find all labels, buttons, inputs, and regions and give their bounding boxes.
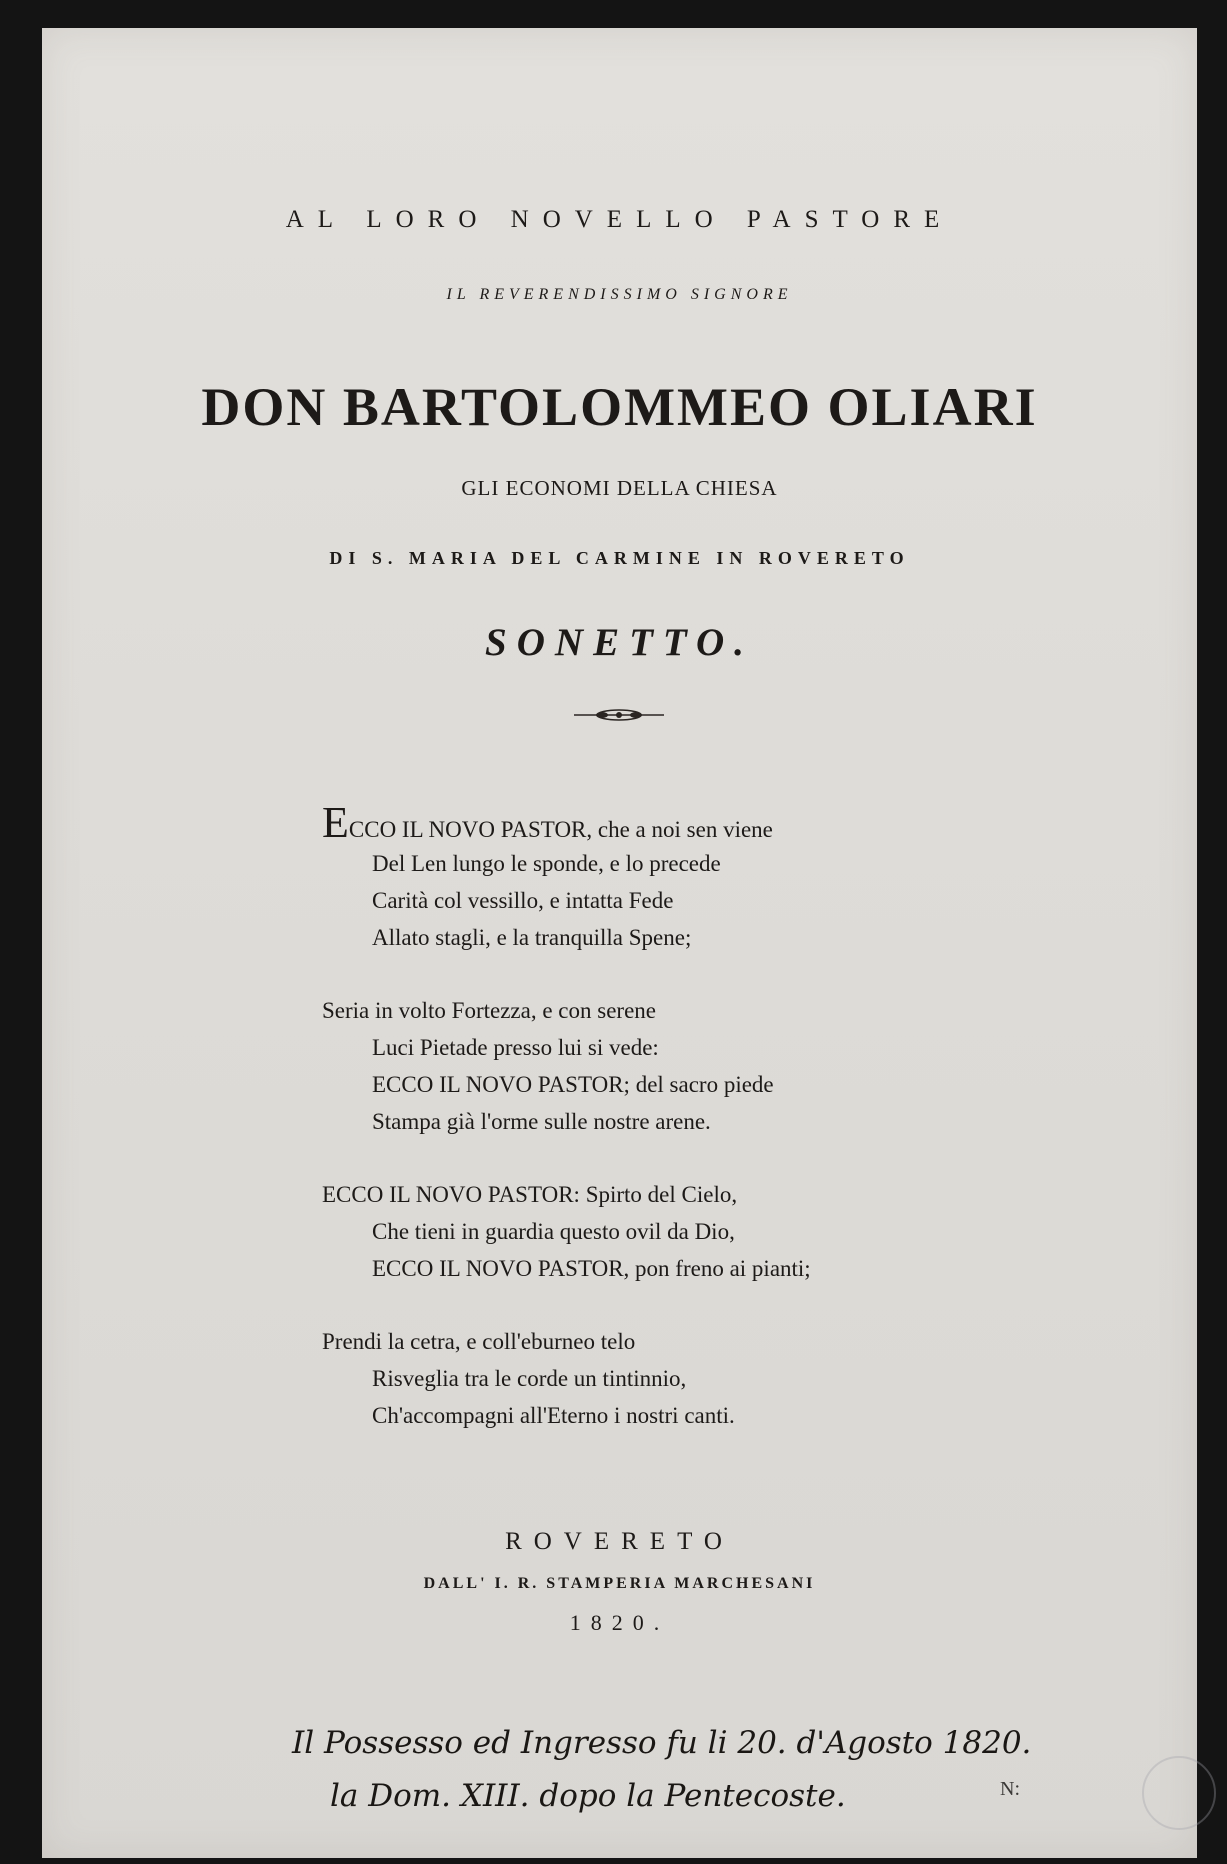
imprint-printer: DALL' I. R. STAMPERIA MARCHESANI [423, 1575, 816, 1592]
stanza-2 [322, 992, 1022, 1140]
verse-line: Luci Pietade presso lui si vede: [372, 1035, 659, 1060]
verse-line: Risveglia tra le corde un tintinnio, [372, 1366, 687, 1391]
heading-church: DI S. MARIA DEL CARMINE IN ROVERETO [329, 548, 910, 568]
heading-economi: GLI ECONOMI DELLA CHIESA [461, 476, 778, 500]
verse-line: ECCO IL NOVO PASTOR; del sacro piede [372, 1072, 774, 1097]
ornament-divider-icon [572, 706, 666, 724]
verse-line: Seria in volto Fortezza, e con serene [322, 998, 657, 1023]
verse-line: Stampa già l'orme sulle nostre arene. [372, 1109, 711, 1134]
verse-line: Carità col vessillo, e intatta Fede [372, 888, 674, 913]
verse-line: Che tieni in guardia questo ovil da Dio, [372, 1219, 735, 1244]
stanza-3 [322, 1176, 1022, 1287]
heading-dedication: AL LORO NOVELLO PASTORE [285, 206, 954, 233]
verse-line: Del Len lungo le sponde, e lo precede [372, 851, 721, 876]
handwritten-mark: N: [1000, 1778, 1020, 1800]
sonnet [322, 798, 1022, 1470]
verse-line: Ch'accompagni all'Eterno i nostri canti. [372, 1403, 735, 1428]
imprint-year: 1820. [569, 1610, 670, 1635]
verse-line: Prendi la cetra, e coll'eburneo telo [322, 1329, 636, 1354]
verse-line: ECCO IL NOVO PASTOR, pon freno ai pianti; [372, 1256, 811, 1281]
drop-initial: E [322, 798, 349, 847]
poem-title: SONETTO. [485, 621, 754, 664]
library-stamp-icon [1142, 1756, 1216, 1830]
document-page [42, 28, 1197, 1858]
verse-line: ECCO IL NOVO PASTOR: Spirto del Cielo, [322, 1182, 738, 1207]
heading-name: DON BARTOLOMMEO OLIARI [201, 377, 1038, 437]
stanza-1 [322, 798, 1022, 956]
verse-line: Allato stagli, e la tranquilla Spene; [372, 925, 692, 950]
verse-line: ECCO IL NOVO PASTOR, che a noi sen viene [322, 798, 773, 847]
heading-honorific: IL REVERENDISSIMO SIGNORE [446, 286, 793, 303]
handwritten-note-line-1: Il Possesso ed Ingresso fu li 20. d'Agosto 1820. [292, 1725, 1032, 1761]
stanza-4 [322, 1323, 1022, 1434]
imprint-city: ROVERETO [505, 1528, 734, 1555]
handwritten-note-line-2: la Dom. XIII. dopo la Pentecoste. [330, 1778, 846, 1814]
